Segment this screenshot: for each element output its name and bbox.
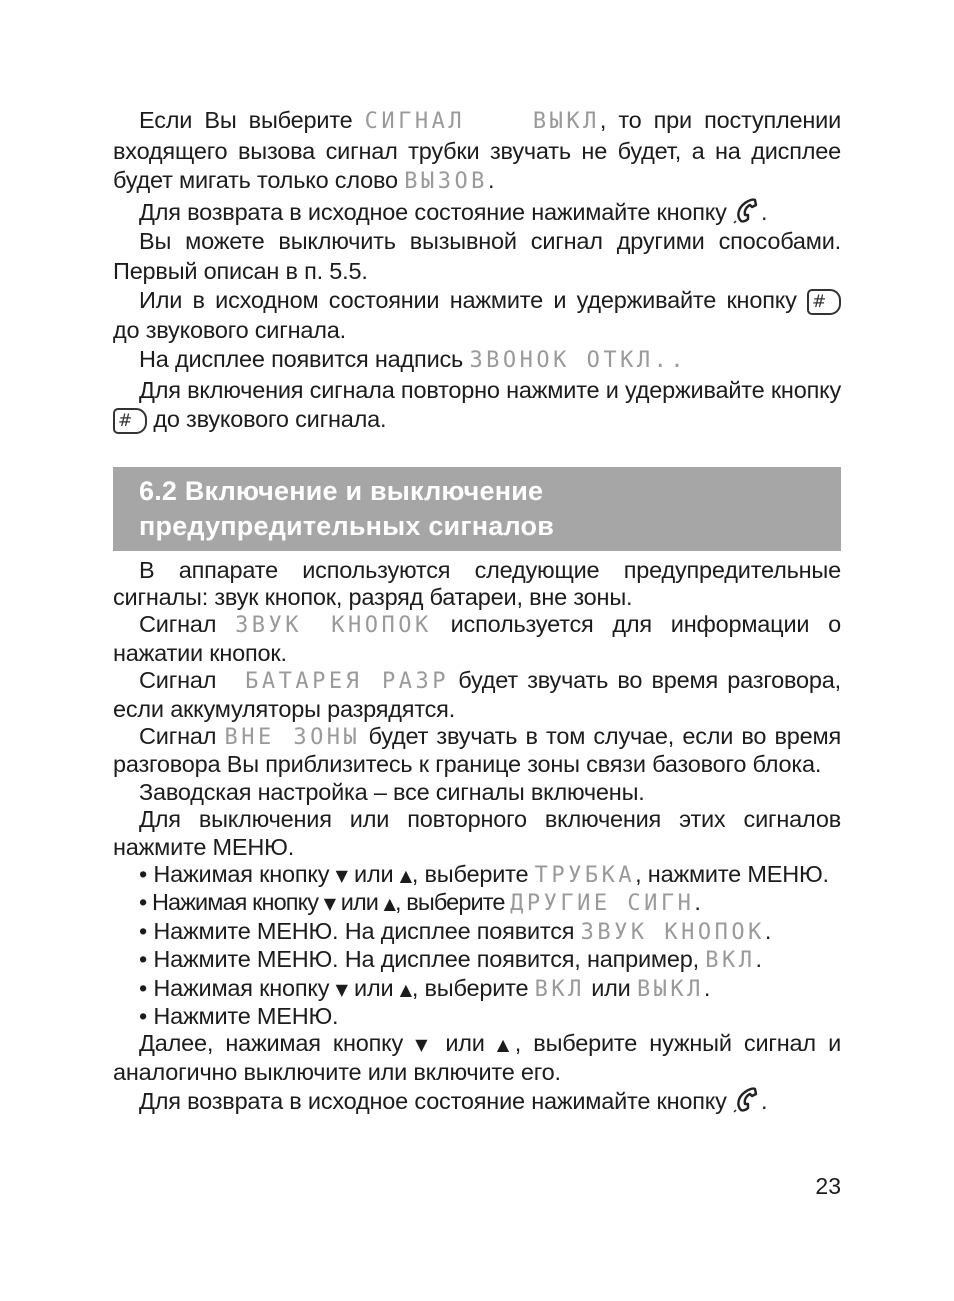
lcd-text-key-sound: ЗВУК КНОПОК xyxy=(235,613,432,639)
paragraph-select-signal: Далее, нажимая кнопку ▼ или ▲, выберите нужный сигнал и аналогично выключите или включите его. xyxy=(113,1030,841,1085)
lcd-text-signal-off: СИГНАЛ ВЫКЛ xyxy=(364,109,600,134)
handset-icon xyxy=(733,197,761,225)
lcd-text-ring-off: ЗВОНОК ОТКЛ.. xyxy=(469,348,688,373)
hash-key-icon: # xyxy=(807,289,841,315)
paragraph-return-1: Для возврата в исходное состояние нажимайте кнопку . xyxy=(139,198,768,225)
down-arrow-icon: ▼ xyxy=(335,979,348,999)
paragraph-enable-ring: Для включения сигнала повторно нажмите и удерживайте кнопку # до звукового сигнала. xyxy=(113,376,841,435)
step-select-other-signals: • Нажимая кнопку ▼ или ▲, выберите ДРУГИЕ СИГН. xyxy=(139,889,700,917)
page-number: 23 xyxy=(815,1173,841,1199)
step-menu-example: • Нажмите МЕНЮ. На дисплее появится, например, ВКЛ. xyxy=(139,946,762,974)
lcd-text-off: ВЫКЛ xyxy=(636,976,704,1002)
paragraph-toggle-signals: Для выключения или повторного включения этих сигналов нажмите МЕНЮ. xyxy=(113,806,841,860)
lcd-text-out-of-range: ВНЕ ЗОНЫ xyxy=(224,724,361,750)
step-select-on-off: • Нажимая кнопку ▼ или ▲, выберите ВКЛ или ВЫКЛ. xyxy=(139,974,711,1002)
lcd-text-call: ВЫЗОВ xyxy=(404,169,488,194)
section-heading xyxy=(113,467,841,551)
paragraph-hold-hash: Или в исходном состоянии нажмите и удерживайте кнопку # до звукового сигнала. xyxy=(113,286,841,345)
lcd-text-on: ВКЛ xyxy=(534,976,585,1002)
lcd-text-key-sound: ЗВУК КНОПОК xyxy=(580,919,765,945)
manual-page xyxy=(113,106,841,1116)
section-title-line-1: 6.2 Включение и выключение xyxy=(139,475,544,506)
up-arrow-icon: ▲ xyxy=(383,894,396,914)
lcd-text-other-signals: ДРУГИЕ СИГН xyxy=(510,891,695,917)
paragraph-display-ring-off: На дисплее появится надпись ЗВОНОК ОТКЛ.. xyxy=(139,346,688,373)
paragraph-other-ways: Вы можете выключить вызывной сигнал другими способами. Первый описан в п. 5.5. xyxy=(113,228,841,284)
section-title-line-2: предупредительных сигналов xyxy=(139,510,554,541)
hash-key-icon: # xyxy=(113,408,147,434)
down-arrow-icon: ▼ xyxy=(415,1035,434,1055)
paragraph-battery-low: Сигнал БАТАРЕЯ РАЗР будет звучать во время разговора, если аккумуляторы разрядятся. xyxy=(113,667,841,722)
paragraph-out-of-range: Сигнал ВНЕ ЗОНЫ будет звучать в том случае, если во время разговора Вы приблизитесь к границе зоны связи базового блока. xyxy=(113,722,842,778)
up-arrow-icon: ▲ xyxy=(496,1035,515,1055)
lcd-text-on: ВКЛ xyxy=(705,948,756,974)
step-menu-key-sound: • Нажмите МЕНЮ. На дисплее появится ЗВУК КНОПОК. xyxy=(139,917,772,945)
step-press-menu: • Нажмите МЕНЮ. xyxy=(139,1003,339,1029)
paragraph-signal-off: Если Вы выберите СИГНАЛ ВЫКЛ, то при поступлении входящего вызова сигнал трубки звучать не будет, а на дисплее будет мигать только слово ВЫЗОВ. xyxy=(113,107,842,194)
paragraph-factory-setting: Заводская настройка – все сигналы включены. xyxy=(139,778,645,805)
paragraph-key-sound: Сигнал ЗВУК КНОПОК используется для информации о нажатии кнопок. xyxy=(113,611,841,666)
lcd-text-battery-low: БАТАРЕЯ РАЗР xyxy=(225,669,450,695)
lcd-text-handset: ТРУБКА xyxy=(534,862,636,888)
up-arrow-icon: ▲ xyxy=(399,979,412,999)
handset-icon xyxy=(733,1086,761,1114)
paragraph-return-2: Для возврата в исходное состояние нажимайте кнопку . xyxy=(139,1088,768,1115)
step-select-handset: • Нажимая кнопку ▼ или ▲, выберите ТРУБКА, нажмите МЕНЮ. xyxy=(139,860,829,888)
down-arrow-icon: ▼ xyxy=(323,894,336,914)
up-arrow-icon: ▲ xyxy=(399,865,412,885)
paragraph-warning-signals: В аппарате используются следующие предупредительные сигналы: звук кнопок, разряд батареи, вне зоны. xyxy=(113,556,841,610)
down-arrow-icon: ▼ xyxy=(335,865,348,885)
